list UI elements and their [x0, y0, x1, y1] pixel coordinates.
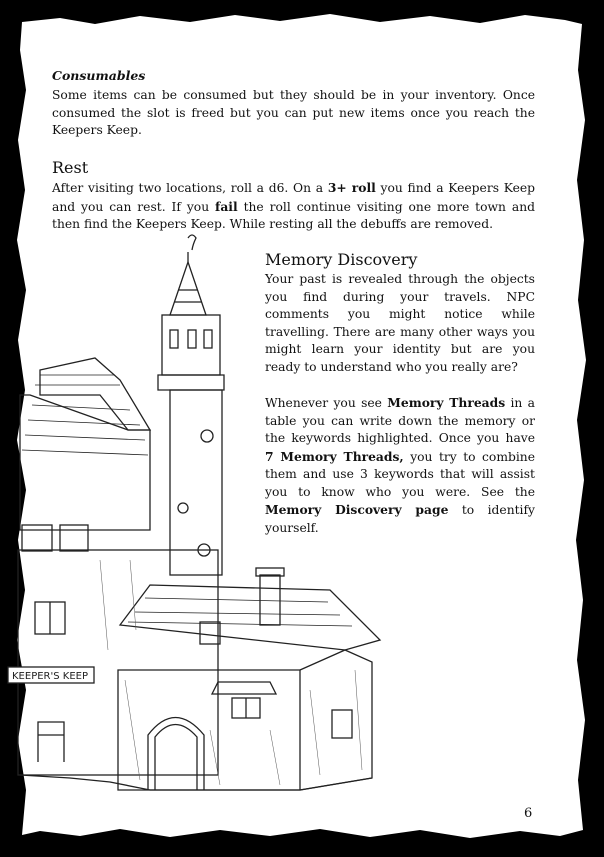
memory-threads-highlight: Memory Threads [387, 395, 506, 410]
keepers-keep-illustration [0, 230, 400, 805]
rest-paragraph: After visiting two locations, roll a d6. On a 3+ roll you find a Keepers Keep and you can rest. If you fail the roll continue visiting one more town and then find the Keepers Keep. While resting all the debuffs are removed. [52, 180, 536, 231]
consumables-paragraph: Some items can be consumed but they should be in your inventory. Once consumed the slot is freed but you can put new items once you reach the Keepers Keep. [52, 88, 535, 137]
rest-heading: Rest [52, 158, 89, 177]
memory-discovery-heading: Memory Discovery [265, 250, 418, 269]
seven-threads-highlight: 7 Memory Threads, [265, 448, 404, 464]
memory-intro-paragraph: Your past is revealed through the objects you find during your travels. NPC comments you might notice while travelling. There are many other ways you might learn your identity but are you ready to understand who you really are? [265, 272, 535, 374]
rest-fail-highlight: fail [215, 198, 238, 214]
memory-discovery-page-link: Memory Discovery page [265, 502, 449, 517]
memory-threads-paragraph: Whenever you see Memory Threads in a table you can write down the memory or the keywords highlighted. Once you have 7 Memory Threads, you try to combine them and use 3 keywords that will assist you to know who you were. See the Memory Discovery page to identify yourself. [265, 395, 536, 535]
consumables-heading: Consumables [52, 68, 146, 83]
rest-roll-highlight: 3+ roll [327, 180, 376, 195]
keepers-keep-sign: KEEPER'S KEEP [12, 671, 88, 682]
page-number: 6 [524, 806, 533, 821]
